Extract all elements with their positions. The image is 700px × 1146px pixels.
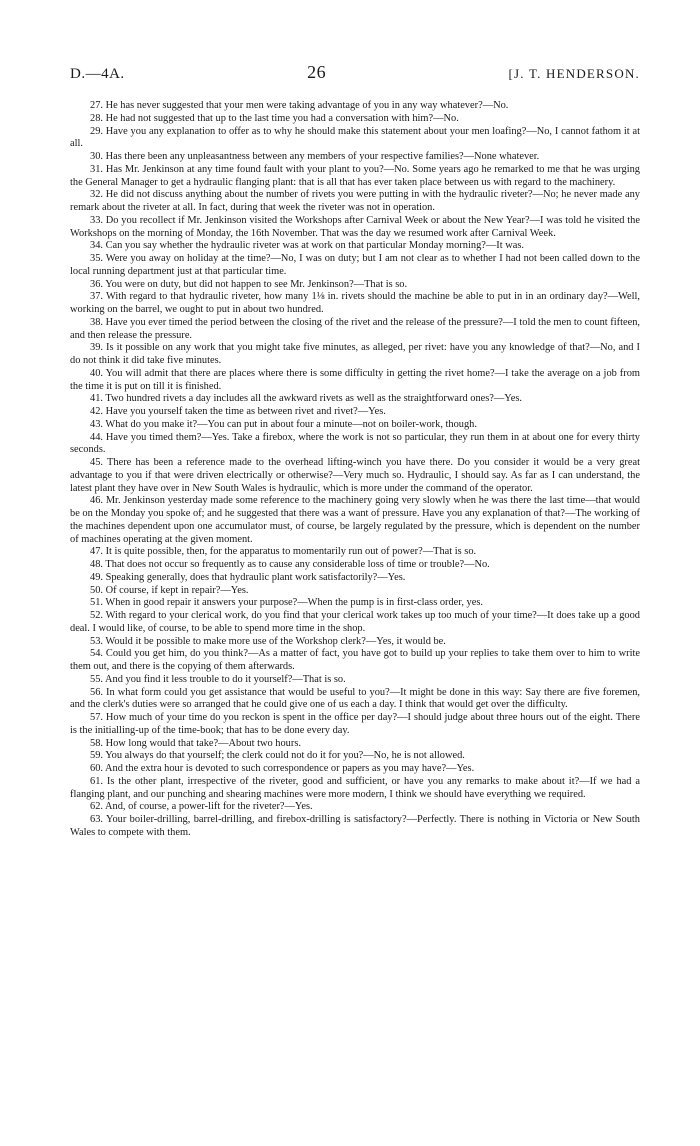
question-62: 62. And, of course, a power-lift for the riveter?—Yes. <box>90 801 313 813</box>
question-43: 43. What do you make it?—You can put in about four a minute—not on boiler-work, though. <box>90 418 477 430</box>
question-44: 44. Have you timed them?—Yes. Take a firebox, where the work is not so particular, they run them in at about one for every thirty seconds. <box>70 431 640 456</box>
question-37: 37. With regard to that hydraulic riveter, how many 1⅛ in. rivets should the machine be able to put in in an ordinary day?—Well, working on the barrel, we ought to put in about two hundred. <box>70 291 640 315</box>
question-63: 63. Your boiler-drilling, barrel-drilling, and firebox-drilling is satisfactory?—Perfectly. There is nothing in Victoria or New South Wales to compete with them. <box>70 814 640 838</box>
question-46: 46. Mr. Jenkinson yesterday made some reference to the machinery going very slowly when he was there the last time—that would be on the Monday you spoke of; and he suggested that there was a want of pressure. Have you any explanation of that?—The working of the machines dependent upon one accumulator must, of course, be largely regulated by the pressure, which is dependent on the number of machines operating at the given moment. <box>70 495 640 545</box>
question-41: 41. Two hundred rivets a day includes all the awkward rivets as well as the straightforward ones?—Yes. <box>90 393 523 405</box>
document-reference: D.—4A. <box>70 66 125 82</box>
question-59: 59. You always do that yourself; the clerk could not do it for you?—No, he is not allowed. <box>90 750 465 762</box>
question-36: 36. You were on duty, but did not happen to see Mr. Jenkinson?—That is so. <box>90 278 408 290</box>
testimony-body <box>70 100 640 840</box>
question-27: 27. He has never suggested that your men were taking advantage of you in any way whatever?—No. <box>90 100 509 111</box>
question-33: 33. Do you recollect if Mr. Jenkinson visited the Workshops after Carnival Week or about the New Year?—I was told he visited the Workshops on the morning of Monday, the 16th November. That was the day we resumed work after Carnival Week. <box>70 214 640 239</box>
question-49: 49. Speaking generally, does that hydraulic plant work satisfactorily?—Yes. <box>90 571 406 583</box>
question-31: 31. Has Mr. Jenkinson at any time found fault with your plant to you?—No. Some years ago he remarked to me that he was urging the General Manager to get a hydraulic flanging plant: that is all that has ever taken place between us with regard to the machinery. <box>70 163 640 188</box>
question-53: 53. Would it be possible to make more use of the Workshop clerk?—Yes, it would be. <box>90 635 446 647</box>
question-52: 52. With regard to your clerical work, do you find that your clerical work takes up too much of your time?—It does take up a good deal. I would like, of course, to be able to spend more time in the shop. <box>70 610 640 634</box>
question-57: 57. How much of your time do you reckon is spent in the office per day?—I should judge about three hours out of the eight. There is the initialling-up of the time-book; that has to be done every day. <box>70 712 640 736</box>
question-45: 45. There has been a reference made to the overhead lifting-winch you have there. Do you consider it would be a very great advantage to you if that were driven electrically or otherwise?—Very much so. Hydraulic, I should say. As far as I can understand, the latest plant they have over in New South Wales is hydraulic, which is more under the command of the operator. <box>70 457 640 494</box>
question-58: 58. How long would that take?—About two hours. <box>90 737 301 749</box>
question-50: 50. Of course, if kept in repair?—Yes. <box>90 584 249 596</box>
running-header <box>70 62 640 86</box>
document-page <box>70 62 640 840</box>
question-40: 40. You will admit that there are places where there is some difficulty in getting the rivet home?—I take the average on a job from the time it is put on till it is finished. <box>70 367 640 392</box>
question-55: 55. And you find it less trouble to do it yourself?—That is so. <box>90 673 346 685</box>
question-35: 35. Were you away on holiday at the time?—No, I was on duty; but I am not clear as to whether I had not been called down to the local running department just at that particular time. <box>70 253 640 277</box>
question-61: 61. Is the other plant, irrespective of the riveter, good and sufficient, or have you any remarks to make about it?—If we had a flanging plant, and our punching and shearing machines were more modern, I think we should have everything we required. <box>70 775 640 800</box>
witness-name: [J. T. HENDERSON. <box>508 66 640 81</box>
question-48: 48. That does not occur so frequently as to cause any considerable loss of time or trouble?—No. <box>90 559 490 570</box>
question-56: 56. In what form could you get assistance that would be useful to you?—It might be done in this way: Say there are five foremen, and the clerk's duties were so arranged that he could give one of us each a day. I think that would get over the difficulty. <box>70 686 640 711</box>
question-42: 42. Have you yourself taken the time as between rivet and rivet?—Yes. <box>90 406 386 417</box>
question-60: 60. And the extra hour is devoted to such correspondence or papers as you may have?—Yes. <box>90 763 475 774</box>
question-38: 38. Have you ever timed the period between the closing of the rivet and the release of the pressure?—I told the men to count fifteen, and then release the pressure. <box>70 316 640 341</box>
question-39: 39. Is it possible on any work that you might take five minutes, as alleged, per rivet: have you any knowledge of that?—No, and I do not think it did take five minutes. <box>70 342 640 366</box>
question-54: 54. Could you get him, do you think?—As a matter of fact, you have got to build up your replies to take them over to him to write them out, and there is the copying of them afterwards. <box>70 648 640 672</box>
question-30: 30. Has there been any unpleasantness between any members of your respective families?—None whatever. <box>90 151 540 162</box>
question-32: 32. He did not discuss anything about the number of rivets you were putting in with the hydraulic riveter?—No; he never made any remark about the riveter at all. In fact, during that week the riveter was not in operation. <box>70 189 640 213</box>
question-28: 28. He had not suggested that up to the last time you had a conversation with him?—No. <box>90 112 459 124</box>
question-29: 29. Have you any explanation to offer as to why he should make this statement about your men loafing?—No, I cannot fathom it at all. <box>70 125 640 150</box>
page-number: 26 <box>307 62 327 82</box>
question-34: 34. Can you say whether the hydraulic riveter was at work on that particular Monday morning?—It was. <box>90 240 524 252</box>
question-51: 51. When in good repair it answers your purpose?—When the pump is in first-class order, yes. <box>90 597 483 609</box>
question-47: 47. It is quite possible, then, for the apparatus to momentarily run out of power?—That is so. <box>90 546 477 558</box>
